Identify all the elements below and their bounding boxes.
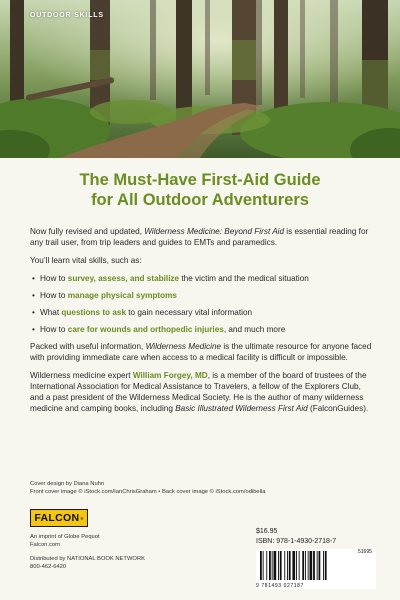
barcode-bar bbox=[260, 551, 262, 580]
intro-paragraph bbox=[30, 226, 375, 248]
barcode-bar bbox=[310, 551, 313, 580]
barcode-bar bbox=[313, 551, 315, 580]
description-body bbox=[30, 226, 375, 421]
cover-design-credit: Cover design by Diana Nuhn bbox=[30, 481, 105, 487]
author-bio bbox=[30, 370, 375, 414]
barcode-number: 9 781493 027187 bbox=[256, 583, 304, 589]
packed-book-title: Wilderness Medicine bbox=[145, 342, 222, 351]
barcode-bar bbox=[296, 551, 297, 580]
headline-line-2: for All Outdoor Adventurers bbox=[91, 191, 309, 209]
headline-line-1: The Must-Have First-Aid Guide bbox=[79, 171, 321, 189]
barcode-bar bbox=[292, 551, 295, 580]
skills-intro: You’ll learn vital skills, such as: bbox=[30, 256, 142, 265]
skills-list-item bbox=[30, 273, 375, 284]
barcode-bar bbox=[305, 551, 306, 580]
intro-text-1: Now fully revised and updated, bbox=[30, 227, 145, 236]
cover-credits bbox=[30, 480, 265, 496]
intro-book-title: Wilderness Medicine: Beyond First Aid bbox=[144, 227, 285, 236]
price-label: $16.95 bbox=[256, 528, 278, 535]
forest-photo-graphic bbox=[0, 0, 400, 158]
barcode-bar bbox=[272, 551, 273, 580]
distributor-line: Distributed by NATIONAL BOOK NETWORK bbox=[30, 556, 145, 562]
skills-list-item bbox=[30, 290, 375, 301]
author-text-1: Wilderness medicine expert bbox=[30, 371, 133, 380]
skills-list-item bbox=[30, 324, 375, 335]
bullet-text: to gain necessary vital information bbox=[126, 308, 253, 317]
packed-paragraph bbox=[30, 341, 375, 363]
bullet-highlight: manage physical symptoms bbox=[67, 291, 177, 300]
intro-text-2: is essential reading for any trail user, from trip leaders and guides to EMTs and paramedics. bbox=[30, 227, 369, 247]
barcode-bar bbox=[284, 551, 285, 580]
falcon-logo-text: FALCON bbox=[34, 512, 80, 524]
imprint-info bbox=[30, 533, 100, 549]
barcode-bar bbox=[325, 551, 327, 580]
barcode-bar bbox=[308, 551, 309, 580]
bullet-text: How to bbox=[40, 291, 68, 300]
bullet-highlight: survey, assess, and stabilize bbox=[67, 274, 180, 283]
image-credits: Front cover image © iStock.com/IanChrisGraham • Back cover image © iStock.com/odibella bbox=[30, 489, 266, 495]
barcode-bar bbox=[319, 551, 321, 580]
bullet-text: the victim and the medical situation bbox=[179, 274, 309, 283]
author-name: William Forgey, MD bbox=[132, 371, 208, 380]
bullet-text: How to bbox=[40, 325, 68, 334]
barcode-bar bbox=[287, 551, 288, 580]
bullet-text: , and much more bbox=[223, 325, 286, 334]
barcode-bar bbox=[263, 551, 264, 580]
distributor-info bbox=[30, 555, 145, 571]
barcode-bars bbox=[256, 549, 356, 582]
barcode-bar bbox=[269, 551, 271, 580]
barcode-bar bbox=[323, 551, 324, 580]
forest-photo bbox=[0, 0, 400, 158]
author-book-title: Basic Illustrated Wilderness First Aid bbox=[175, 404, 308, 413]
packed-text-1: Packed with useful information, bbox=[30, 342, 146, 351]
barcode-bar bbox=[266, 551, 267, 580]
series-label: OUTDOOR SKILLS bbox=[30, 12, 104, 19]
skills-list-item bbox=[30, 307, 375, 318]
publisher-website: Falcon.com bbox=[30, 542, 60, 548]
skills-list bbox=[30, 273, 375, 335]
barcode-bar bbox=[299, 551, 300, 580]
falcon-logo bbox=[30, 509, 88, 527]
author-text-3: (FalconGuides). bbox=[307, 404, 369, 413]
bullet-text: What bbox=[40, 308, 62, 317]
barcode-bar bbox=[280, 551, 282, 580]
headline bbox=[0, 170, 400, 210]
barcode-bar bbox=[274, 551, 277, 580]
barcode-bar bbox=[289, 551, 291, 580]
bullet-highlight: questions to ask bbox=[61, 308, 126, 317]
registered-mark: ® bbox=[80, 515, 84, 521]
bullet-text: How to bbox=[40, 274, 68, 283]
distributor-phone: 800-462-6420 bbox=[30, 564, 67, 570]
barcode-bar bbox=[317, 551, 318, 580]
author-text-2: , is a member of the board of trustees of the International Association for Medical Assistance to Travelers, a fellow of the Explorers Club, and a past president of the Wilderness Medical Society. He is the author of many wilderness medicine and camping books, including bbox=[30, 371, 367, 413]
bullet-highlight: care for wounds and orthopedic injuries bbox=[67, 325, 224, 334]
packed-text-2: is the ultimate resource for anyone faced with providing immediate care when access to a medical facility is difficult or impossible. bbox=[30, 342, 372, 362]
imprint-line: An imprint of Globe Pequot bbox=[30, 534, 100, 540]
barcode-bar bbox=[278, 551, 279, 580]
barcode-bar bbox=[302, 551, 304, 580]
price-code: 51695 bbox=[358, 549, 372, 555]
isbn-label: ISBN: 978-1-4930-2718-7 bbox=[256, 538, 337, 545]
